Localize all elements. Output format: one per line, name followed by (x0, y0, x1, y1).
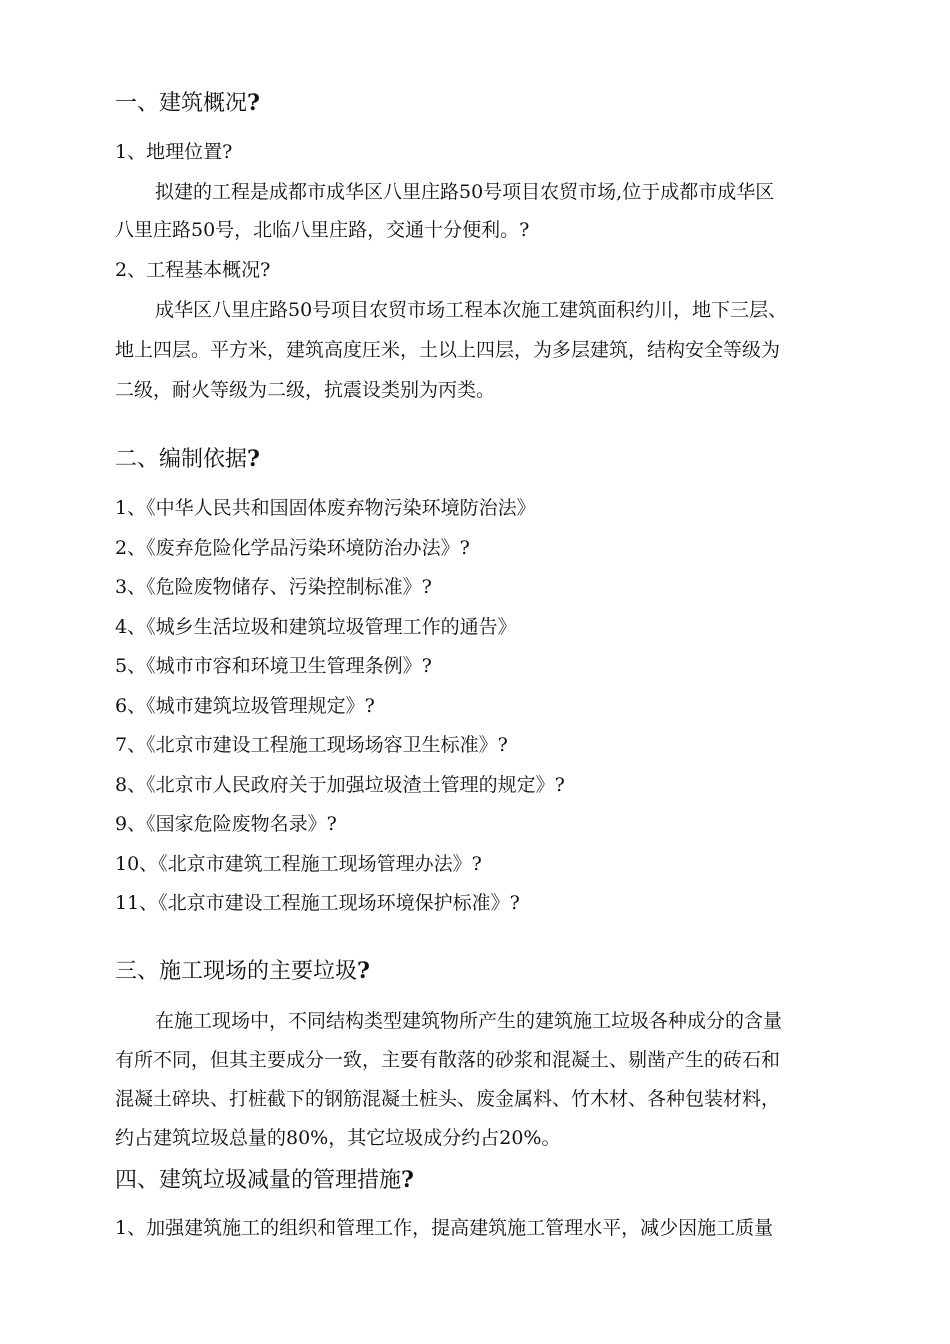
paragraph-line: 有所不同，但其主要成分一致，主要有散落的砂浆和混凝土、剔凿产生的砖石和 (115, 1049, 781, 1071)
list-item: 11、《北京市建设工程施工现场环境保护标准》? (115, 892, 520, 914)
subsection-title: 1、地理位置? (115, 141, 233, 163)
list-item: 6、《城市建筑垃圾管理规定》? (115, 695, 375, 717)
section-heading-1 (115, 88, 260, 119)
paragraph-line: 地上四层。平方米，建筑高度圧米，土以上四层，为多层建筑，结构安全等级为 (115, 339, 781, 361)
list-item: 7、《北京市建设工程施工现场场容卫生标准》? (115, 734, 508, 756)
list-item: 4、《城乡生活垃圾和建筑垃圾管理工作的通告》 (115, 616, 517, 638)
paragraph-line: 1、加强建筑施工的组织和管理工作，提高建筑施工管理水平，减少因施工质量 (115, 1217, 774, 1239)
paragraph-line: 八里庄路50号，北临八里庄路，交通十分便利。? (115, 219, 530, 241)
list-item: 10、《北京市建筑工程施工现场管理办法》? (115, 853, 482, 875)
list-item: 2、《废弃危险化学品污染环境防治办法》? (115, 537, 470, 559)
paragraph-line: 在施工现场中，不同结构类型建筑物所产生的建筑施工垃圾各种成分的含量 (155, 1010, 783, 1032)
paragraph-line: 混凝土碎块、打桩截下的钢筋混凝土桩头、废金属料、竹木材、各种包装材料， (115, 1088, 781, 1110)
list-item: 9、《国家危险废物名录》? (115, 813, 337, 835)
paragraph-line: 二级，耐火等级为二级，抗震设类别为丙类。 (115, 379, 496, 401)
section-heading-text: 一、建筑概况 (115, 91, 248, 116)
section-heading-text: 四、建筑垃圾减量的管理措施 (115, 1168, 402, 1193)
paragraph-line: 成华区八里庄路50号项目农贸市场工程本次施工建筑面积约川，地下三层、 (155, 299, 788, 321)
list-item: 8、《北京市人民政府关于加强垃圾渣土管理的规定》? (115, 774, 565, 796)
subsection-title: 2、工程基本概况? (115, 259, 271, 281)
section-heading-text: 二、编制依据 (115, 447, 248, 472)
section-heading-text: 三、施工现场的主要垃圾 (115, 959, 358, 984)
section-heading-4 (115, 1165, 414, 1196)
section-heading-mark: ? (247, 446, 260, 472)
section-heading-mark: ? (247, 90, 260, 116)
list-item: 5、《城市市容和环境卫生管理条例》? (115, 655, 432, 677)
list-item: 3、《危险废物储存、污染控制标准》? (115, 576, 432, 598)
section-heading-mark: ? (357, 958, 370, 984)
list-item: 1、《中华人民共和国固体废弃物污染环境防治法》 (115, 497, 536, 519)
section-heading-2 (115, 444, 260, 475)
section-heading-mark: ? (401, 1167, 414, 1193)
section-heading-3 (115, 956, 370, 987)
paragraph-line: 拟建的工程是成都市成华区八里庄路50号项目农贸市场,位于成都市成华区 (155, 181, 775, 203)
paragraph-line: 约占建筑垃圾总量的80%，其它垃圾成分约占20%。 (115, 1127, 561, 1149)
